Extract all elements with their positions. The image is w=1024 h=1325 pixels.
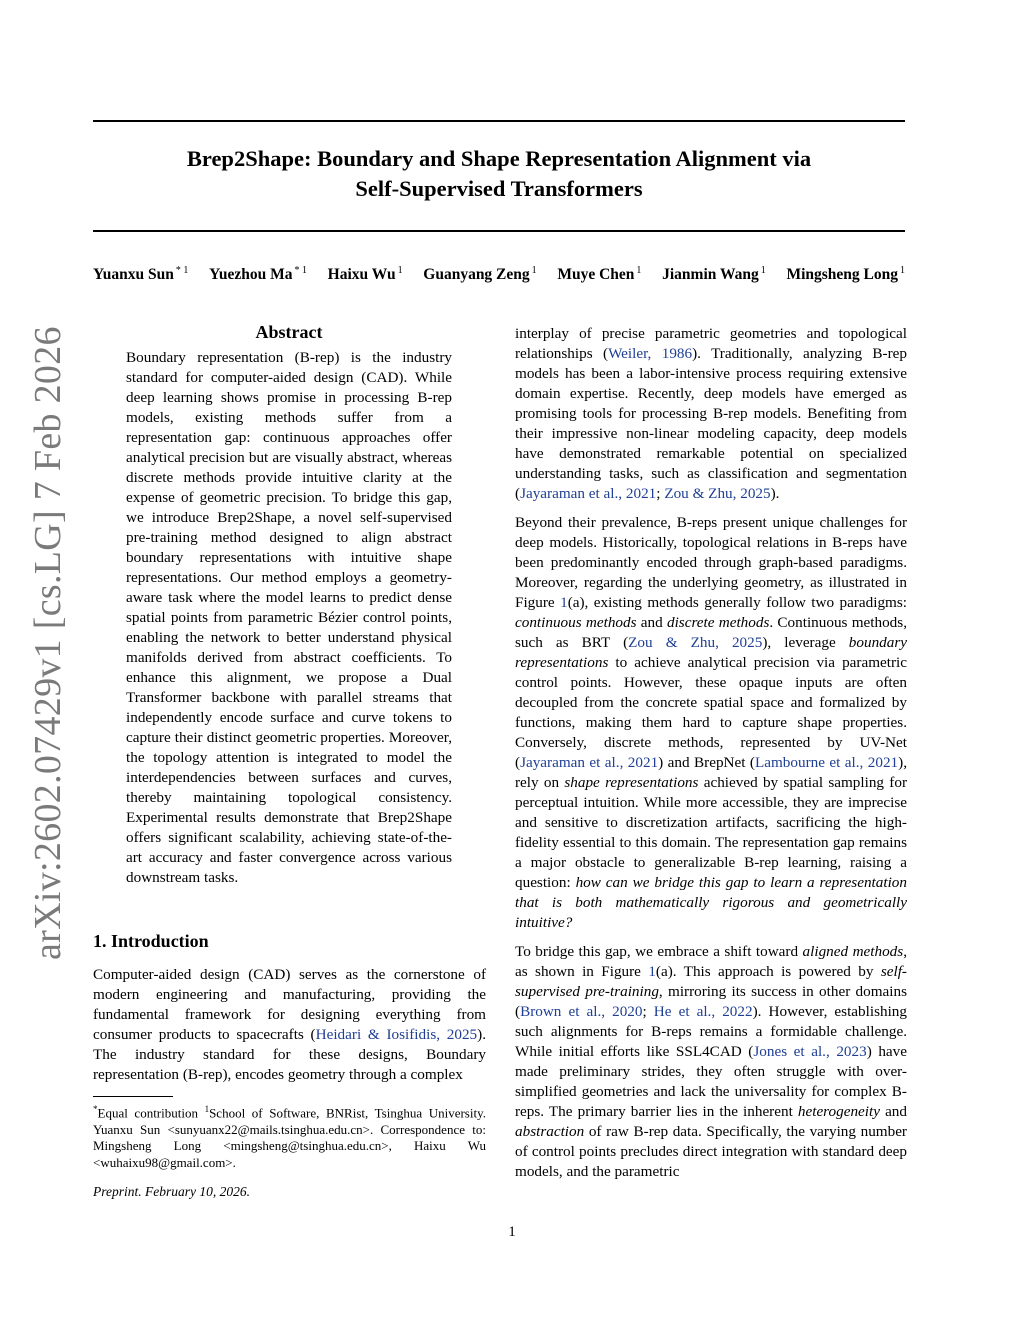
author: Haixu Wu $^1$ — [327, 265, 403, 284]
arxiv-side-stamp: arXiv:2602.07429v1 [cs.LG] 7 Feb 2026 — [27, 326, 69, 960]
section-heading-introduction: 1. Introduction — [93, 931, 209, 951]
title-line-2: Self-Supervised Transformers — [355, 176, 643, 201]
paragraph: Beyond their prevalence, B-reps present unique challenges for deep models. Historically, topological relations in B-reps have been predominantly encoded through graph-based paradigms. Moreover, regarding the underlying geometry, as illustrated in Figure 1(a), existing methods generally follow two paradigms: continuous methods and discrete methods. Continuous methods, such as BRT (Zou & Zhu, 2025), leverage boundary representations to achieve analytical precision via parametric control points. However, these opaque inputs are often decoupled from the concrete spatial space and formalized by functions, making them hard to capture shape properties. Conversely, discrete methods, represented by UV-Net (Jayaraman et al., 2021) and BrepNet (Lambourne et al., 2021), rely on shape representations achieved by spatial sampling for perceptual intuition. While more accessible, they are imprecise and sensitive to discretization artifacts, sacrificing the high-fidelity essential to this domain. The representation gap remains a major obstacle to generalizable B-rep learning, raising a question: how can we bridge this gap to learn a representation that is both mathematically rigorous and geometrically intuitive? — [515, 514, 907, 931]
preprint-note: Preprint. February 10, 2026. — [93, 1184, 250, 1199]
title-top-rule — [93, 120, 905, 122]
citation-link[interactable]: Weiler, 1986 — [608, 345, 693, 362]
page-number: 1 — [508, 1224, 516, 1240]
footnote-rule — [93, 1096, 173, 1097]
citation-link[interactable]: Jones et al., 2023 — [753, 1043, 867, 1060]
title-bottom-rule — [93, 230, 905, 232]
paragraph: To bridge this gap, we embrace a shift toward aligned methods, as shown in Figure 1(a). This approach is powered by self-supervised pre-training, mirroring its success in other domains (Brown et al., 2020; He et al., 2022). However, establishing such alignments for B-reps remains a formidable challenge. While initial efforts like SSL4CAD (Jones et al., 2023) have made preliminary strides, they often struggle with over-simplified geometries and lack the universality for complex B-reps. The primary barrier lies in the inherent heterogeneity and abstraction of raw B-rep data. Specifically, the varying number of control points precludes direct integration with standard deep models, and the parametric — [515, 943, 907, 1180]
author: Yuanxu Sun $^{* 1}$ — [93, 265, 189, 284]
author: Muye Chen $^1$ — [557, 265, 642, 284]
figure-link[interactable]: 1 — [560, 594, 568, 611]
paragraph: interplay of precise parametric geometries and topological relationships (Weiler, 1986). Traditionally, analyzing B-rep models has been a labor-intensive process requiring extensive domain expertise. Recently, deep models have emerged as promising tools for processing B-rep models. Benefiting from their impressive non-linear modeling capacity, deep models have demonstrated remarkable potential on specialized understanding tasks, such as classification and segmentation (Jayaraman et al., 2021; Zou & Zhu, 2025). — [515, 325, 908, 502]
citation-link[interactable]: Zou & Zhu, 2025 — [628, 634, 763, 651]
author: Mingsheng Long $^1$ — [786, 265, 905, 284]
title-line-1: Brep2Shape: Boundary and Shape Representation Alignment via — [186, 146, 812, 171]
citation-link[interactable]: Zou & Zhu, 2025 — [664, 485, 771, 502]
citation-link[interactable]: Jayaraman et al., 2021 — [520, 754, 659, 771]
author: Yuezhou Ma $^{* 1}$ — [209, 265, 307, 284]
abstract — [126, 322, 452, 888]
citation-link[interactable]: Heidari & Iosifidis, 2025 — [315, 1026, 478, 1043]
abstract-text: Boundary representation (B-rep) is the industry standard for computer-aided design (CAD). While deep learning shows promise in processing B-rep models, existing methods suffer from a representation gap: continuous approaches offer analytical precision but are visually abstract, whereas discrete methods provide intuitive clarity at the expense of geometric precision. To bridge this gap, we introduce Brep2Shape, a novel self-supervised pre-training method designed to align abstract boundary representations with intuitive shape representations. Our method employs a geometry-aware task where the model learns to predict dense spatial points from parametric Bézier control points, enabling the network to better understand physical manifolds derived from abstract coefficients. To enhance this alignment, we propose a Dual Transformer backbone with parallel streams that independently encode surface and curve tokens to capture their distinct geometric properties. Moreover, the topology attention is integrated to model the interdependencies between surfaces and curves, thereby maintaining topological consistency. Experimental results demonstrate that Brep2Shape offers significant scalability, achieving state-of-the-art accuracy and faster convergence across various downstream tasks. — [126, 349, 452, 886]
citation-link[interactable]: Jayaraman et al., 2021 — [520, 485, 657, 502]
citation-link[interactable]: Lambourne et al., 2021 — [754, 754, 899, 771]
introduction-left — [93, 931, 486, 1094]
citation-link[interactable]: Brown et al., 2020 — [520, 1003, 643, 1020]
footnote: *Equal contribution $^1$School of Software, BNRist, Tsinghua University. Yuanxu Sun <sunyuanx22@mails.tsinghua.edu.cn>. Correspondence to: Mingsheng Long <mingsheng@tsinghua.edu.cn>, Haixu Wu <wuhaixu98@gmail.com>. — [93, 1104, 486, 1170]
author-list — [93, 265, 905, 284]
intro-paragraph: Computer-aided design (CAD) serves as the cornerstone of modern engineering and manufacturing, providing the fundamental framework for designing everything from consumer products to spacecrafts (Heidari & Iosifidis, 2025). The industry standard for these designs, Boundary representation (B-rep), encodes geometry through a complex — [93, 966, 486, 1083]
paper-title — [93, 144, 905, 204]
author: Jianmin Wang $^1$ — [662, 265, 766, 284]
figure-link[interactable]: 1 — [648, 963, 656, 980]
abstract-heading: Abstract — [255, 322, 323, 342]
right-column — [515, 324, 907, 1191]
author: Guanyang Zeng $^1$ — [423, 265, 537, 284]
citation-link[interactable]: He et al., 2022 — [653, 1003, 753, 1020]
